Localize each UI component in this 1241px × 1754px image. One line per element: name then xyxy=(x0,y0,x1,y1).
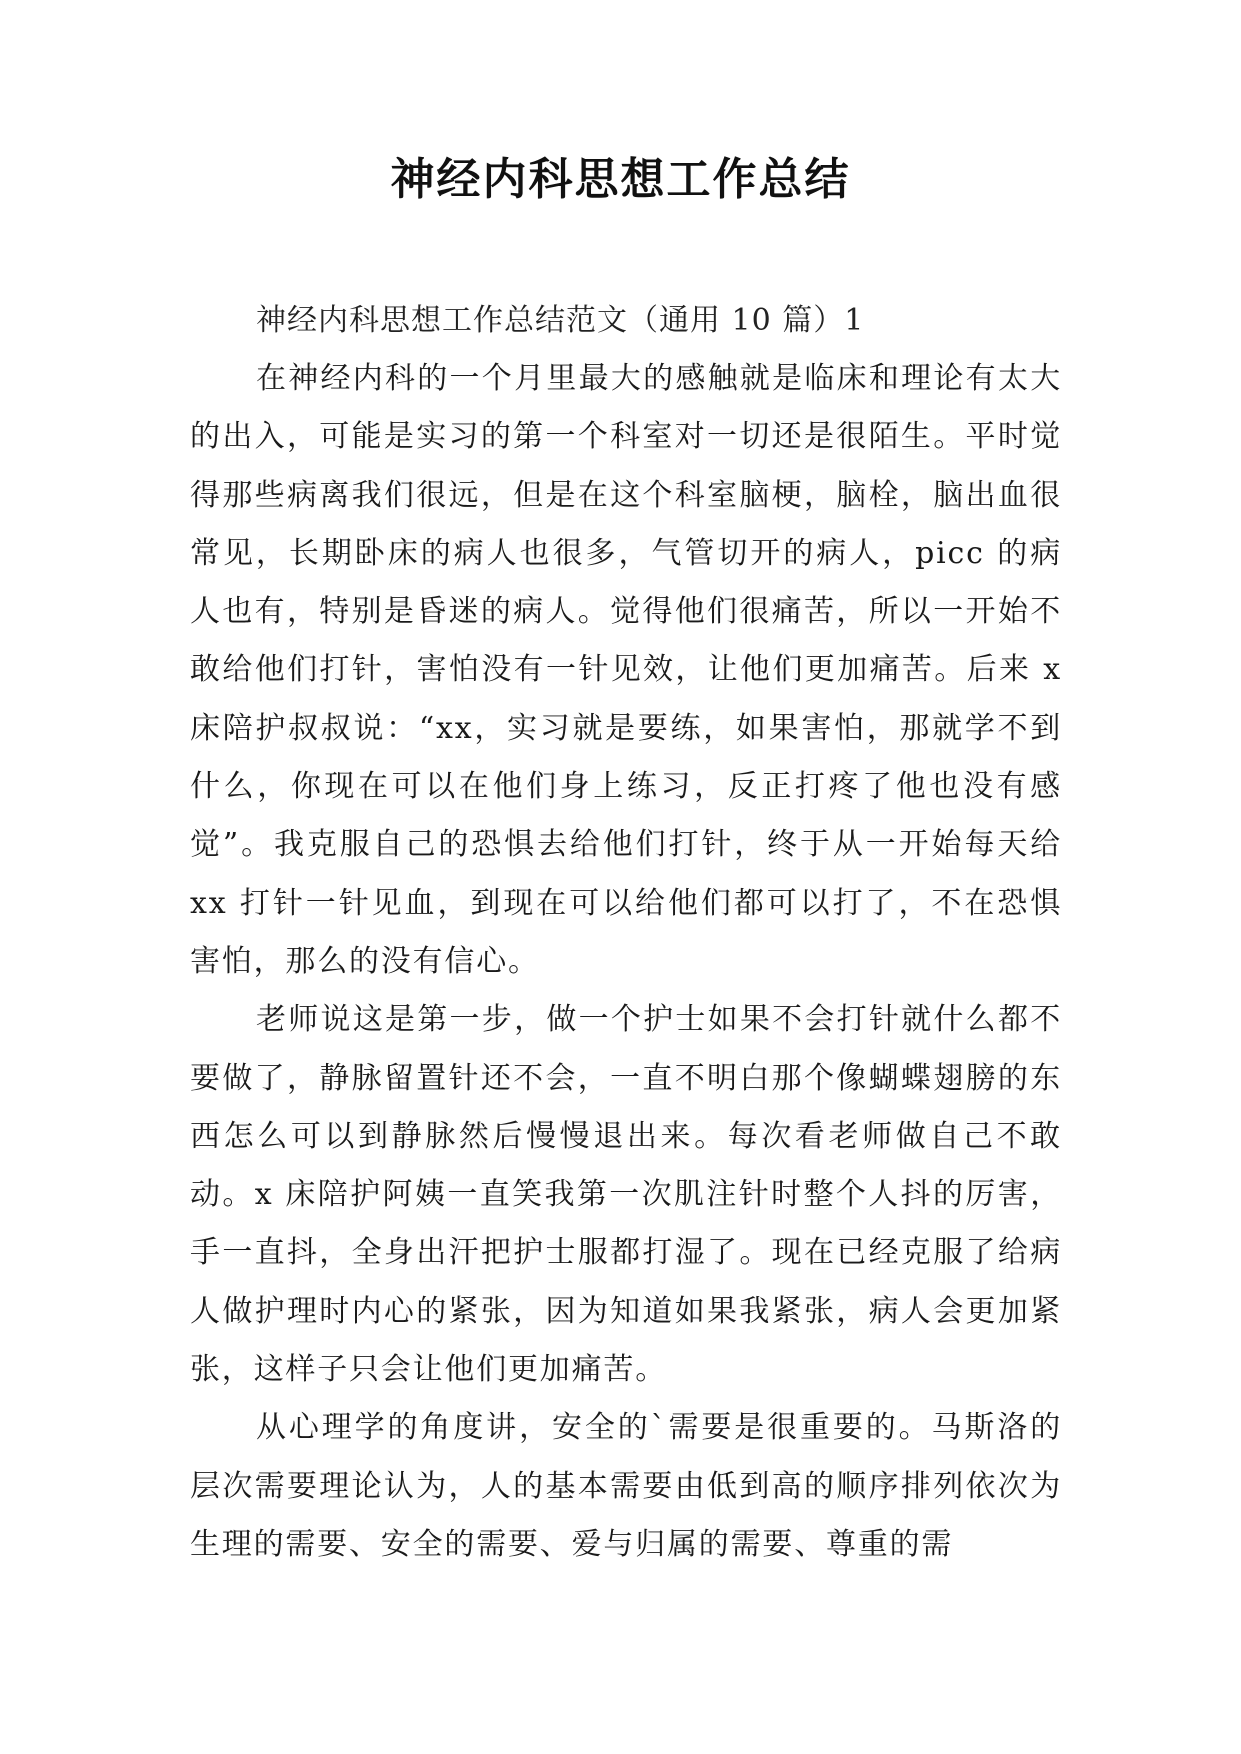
document-subtitle: 神经内科思想工作总结范文（通用 10 篇）1 xyxy=(256,303,865,338)
paragraph: 老师说这是第一步，做一个护士如果不会打针就什么都不要做了，静脉留置针还不会，一直不明白那个像蝴蝶翅膀的东西怎么可以到静脉然后慢慢退出来。每次看老师做自己不敢动。x 床陪护阿姨一直笑我第一次肌注针时整个人抖的厉害，手一直抖，全身出汗把护士服都打湿了。现在已经克服了给病人做护理时内心的紧张，因为知道如果我紧张，病人会更加紧张，这样子只会让他们更加痛苦。 xyxy=(190,1002,1062,1388)
paragraph: 在神经内科的一个月里最大的感触就是临床和理论有太大的出入，可能是实习的第一个科室对一切还是很陌生。平时觉得那些病离我们很远，但是在这个科室脑梗，脑栓，脑出血很常见，长期卧床的病人也很多，气管切开的病人，picc 的病人也有，特别是昏迷的病人。觉得他们很痛苦，所以一开始不敢给他们打针，害怕没有一针见效，让他们更加痛苦。后来 x 床陪护叔叔说：“xx，实习就是要练，如果害怕，那就学不到什么，你现在可以在他们身上练习，反正打疼了他也没有感觉”。我克服自己的恐惧去给他们打针，终于从一开始每天给 xx 打针一针见血，到现在可以给他们都可以打了，不在恐惧害怕，那么的没有信心。 xyxy=(190,361,1062,979)
paragraph: 从心理学的角度讲，安全的`需要是很重要的。马斯洛的层次需要理论认为，人的基本需要由低到高的顺序排列依次为生理的需要、安全的需要、爱与归属的需要、尊重的需 xyxy=(190,1410,1062,1562)
document-body xyxy=(190,292,1062,1574)
document-title: 神经内科思想工作总结 xyxy=(390,154,851,205)
